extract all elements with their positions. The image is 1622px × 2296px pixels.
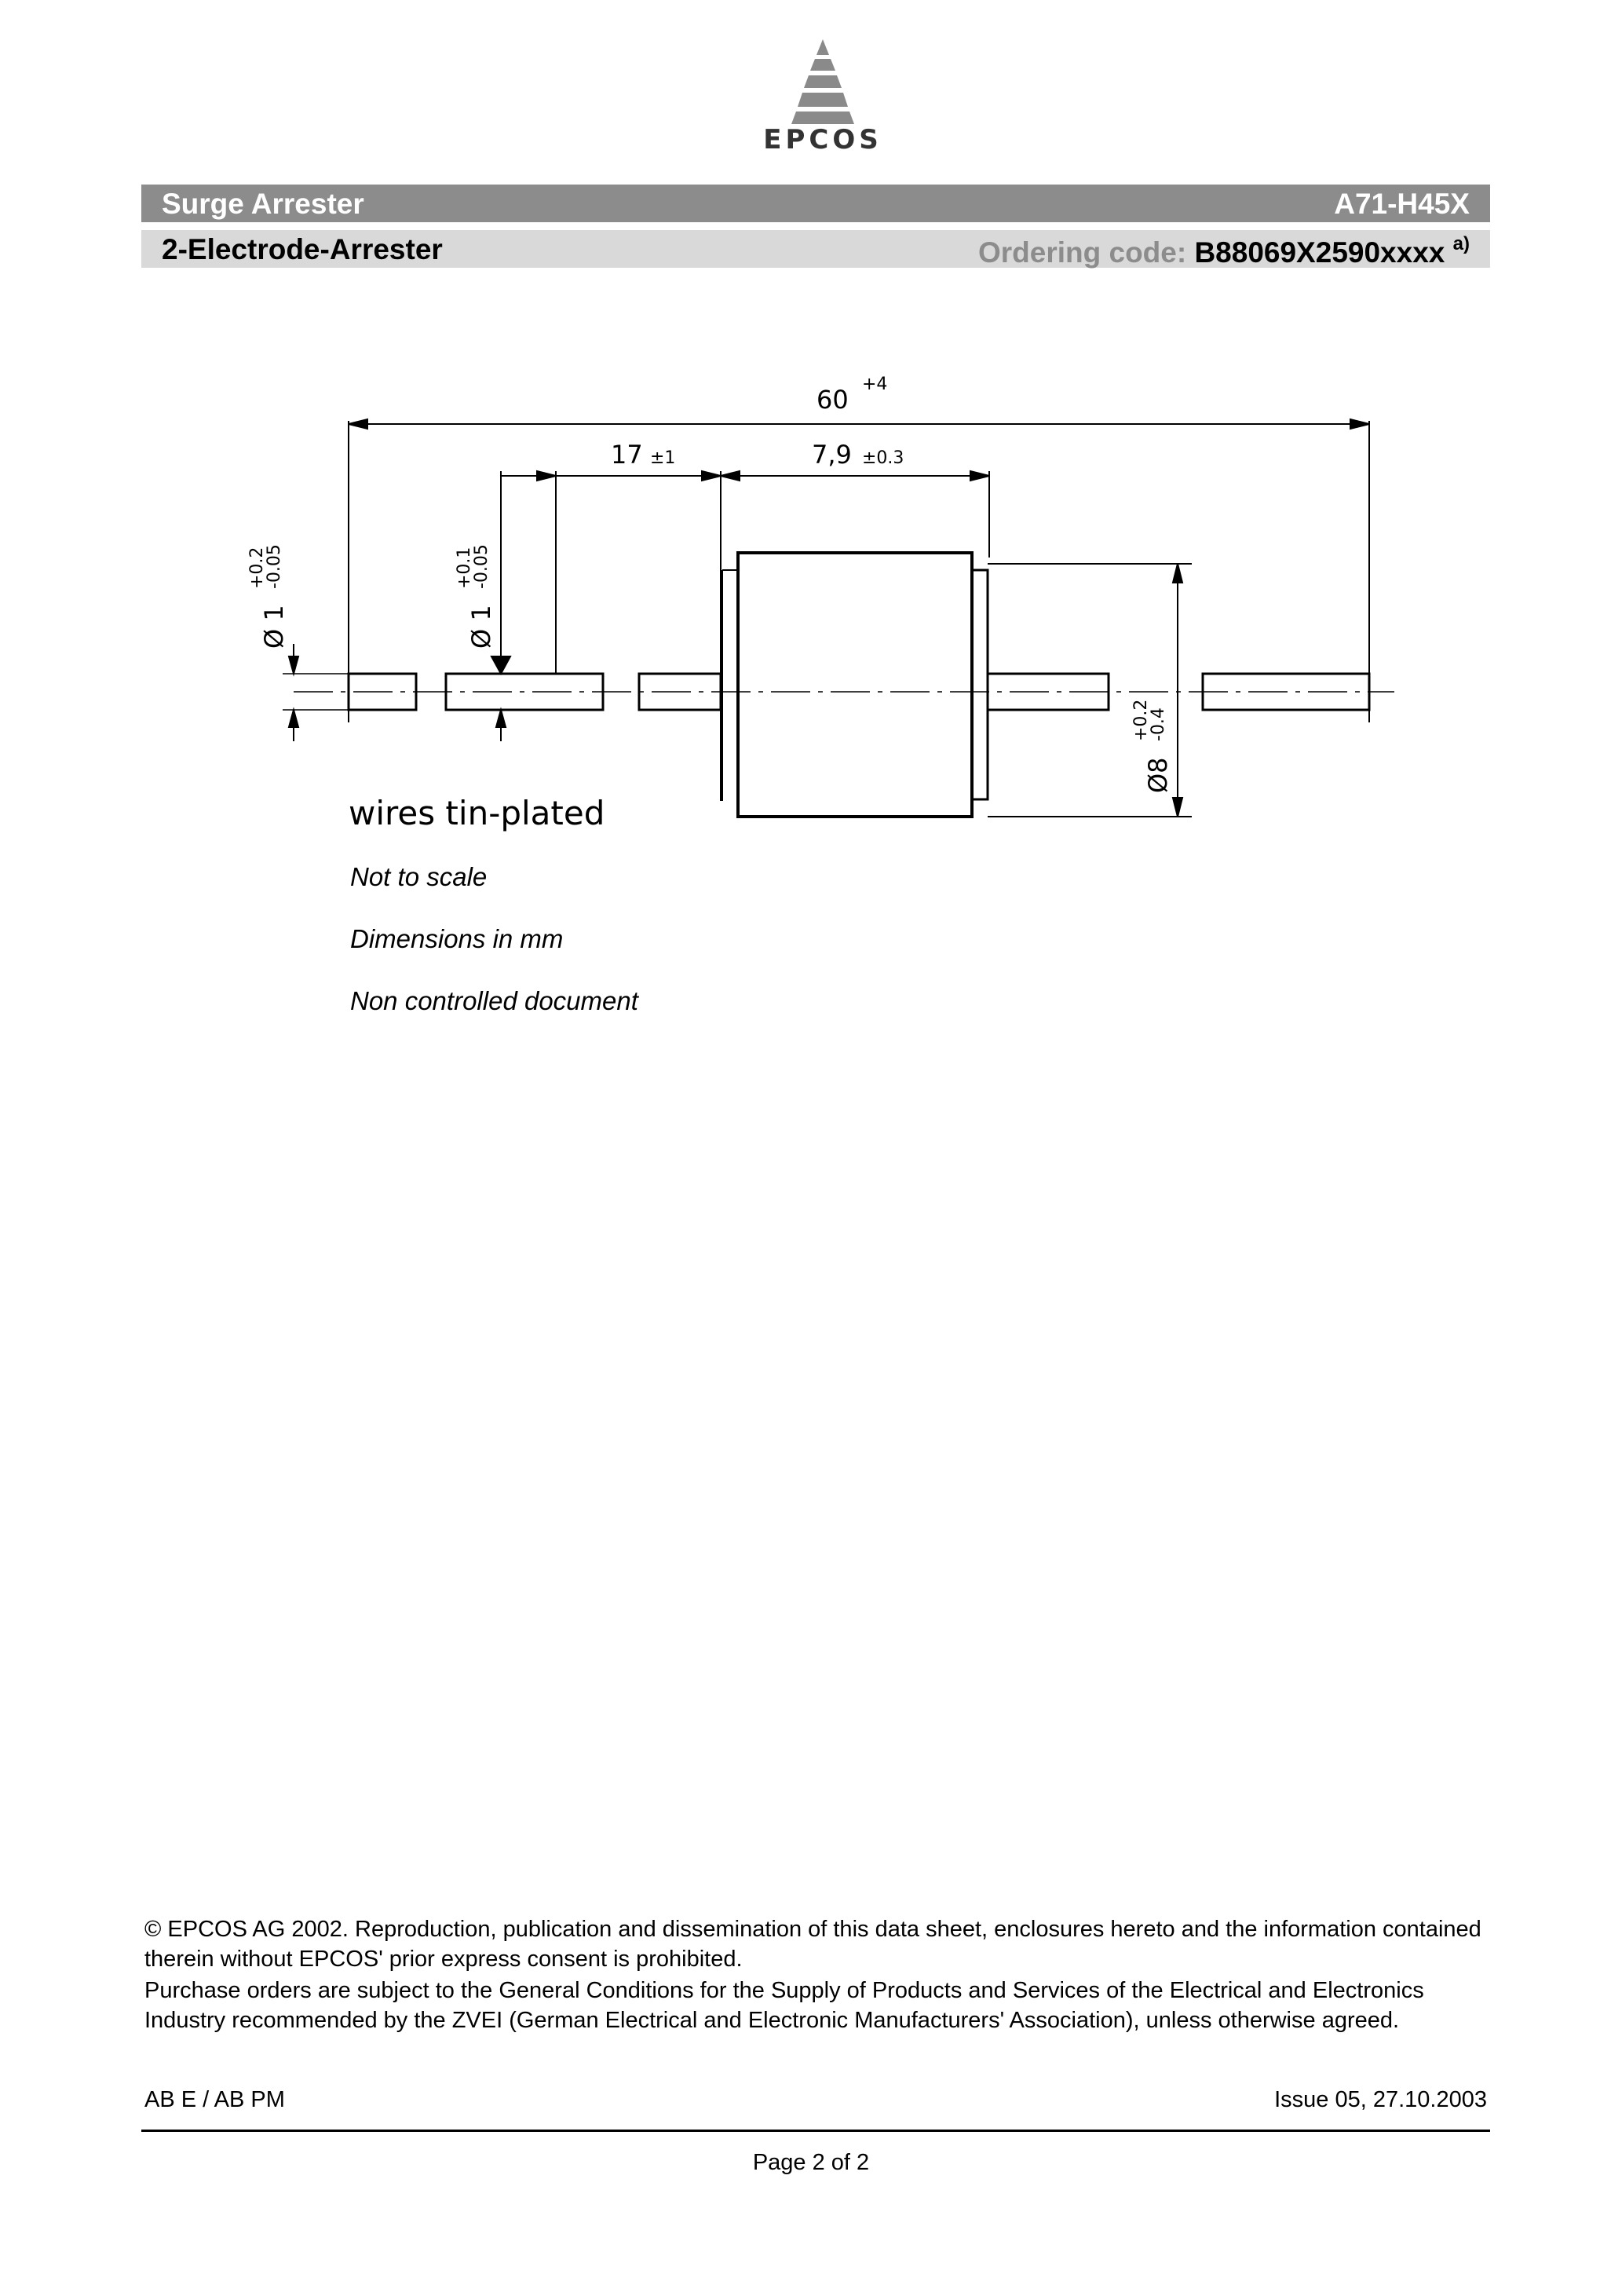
arrow-icon bbox=[537, 471, 556, 481]
document-title: Surge Arrester bbox=[162, 188, 364, 220]
electrode-cap-right bbox=[972, 570, 988, 799]
dim-body-dia-tol-plus: +0.2 bbox=[1131, 699, 1151, 741]
dim-wire-dia-1-tol-plus: +0.2 bbox=[247, 547, 267, 589]
logo-wordmark: EPCOS bbox=[763, 124, 882, 155]
copyright-text: © EPCOS AG 2002. Reproduction, publication and dissemination of this data sheet, enclosures hereto and the information contained therein without EPCOS' prior express consent is prohibited. bbox=[144, 1917, 1481, 1972]
arrow-icon bbox=[491, 656, 510, 674]
arrester-body bbox=[738, 553, 972, 817]
arrow-icon bbox=[289, 710, 298, 727]
ordering-code-value: B88069X2590xxxx bbox=[1194, 236, 1445, 269]
dim-lead-length-tol: ±1 bbox=[650, 448, 676, 468]
dim-wire-dia-2-tol-plus: +0.1 bbox=[455, 547, 474, 589]
dim-wire-dia-1: Ø 1 bbox=[259, 605, 289, 649]
dimension-drawing bbox=[236, 361, 1429, 864]
subtitle-bar bbox=[141, 230, 1490, 268]
department-code: AB E / AB PM bbox=[144, 2087, 285, 2112]
arrow-icon bbox=[1173, 564, 1182, 583]
dim-body-length-tol: ±0.3 bbox=[862, 448, 904, 468]
dim-body-dia: Ø8 bbox=[1143, 757, 1173, 793]
dim-wire-dia-2: Ø 1 bbox=[466, 605, 496, 649]
ordering-code-note: a) bbox=[1452, 233, 1470, 254]
purchase-terms-text: Purchase orders are subject to the General Conditions for the Supply of Products and Services of the Electrical and Electronics Industry recommended by the ZVEI (German Electrical and Electronic Manufacturers' Association), unless otherwise agreed. bbox=[144, 1978, 1424, 2033]
title-bar bbox=[141, 185, 1490, 222]
footer-legal bbox=[144, 1914, 1487, 2037]
dim-wire-dia-1-tol-minus: -0.05 bbox=[265, 544, 284, 589]
dim-total-length: 60 bbox=[816, 385, 849, 415]
arrow-icon bbox=[721, 471, 740, 481]
footer-divider bbox=[141, 2130, 1490, 2132]
note-non-controlled: Non controlled document bbox=[350, 986, 638, 1015]
dim-wire-dia-2-tol-minus: -0.05 bbox=[472, 544, 491, 589]
dim-body-dia-tol-minus: -0.4 bbox=[1149, 707, 1168, 741]
document-subtitle: 2-Electrode-Arrester bbox=[162, 233, 443, 265]
arrow-icon bbox=[1173, 798, 1182, 817]
wires-note: wires tin-plated bbox=[349, 794, 605, 832]
dim-lead-length: 17 bbox=[611, 440, 643, 470]
dim-body-length: 7,9 bbox=[812, 440, 852, 470]
arrow-icon bbox=[1350, 419, 1369, 429]
arrow-icon bbox=[349, 419, 367, 429]
arrow-icon bbox=[702, 471, 721, 481]
arrow-icon bbox=[496, 710, 506, 727]
dim-total-length-tol: +4 bbox=[862, 375, 888, 394]
page-number: Page 2 of 2 bbox=[752, 2150, 870, 2175]
ordering-code-label: Ordering code: bbox=[977, 236, 1187, 269]
ordering-code bbox=[978, 233, 1470, 269]
type-code: A71-H45X bbox=[1334, 188, 1470, 220]
note-dimensions: Dimensions in mm bbox=[350, 924, 564, 953]
arrow-icon bbox=[289, 656, 298, 674]
issue-date: Issue 05, 27.10.2003 bbox=[1274, 2087, 1487, 2112]
arrow-icon bbox=[970, 471, 989, 481]
note-not-to-scale: Not to scale bbox=[350, 862, 488, 891]
